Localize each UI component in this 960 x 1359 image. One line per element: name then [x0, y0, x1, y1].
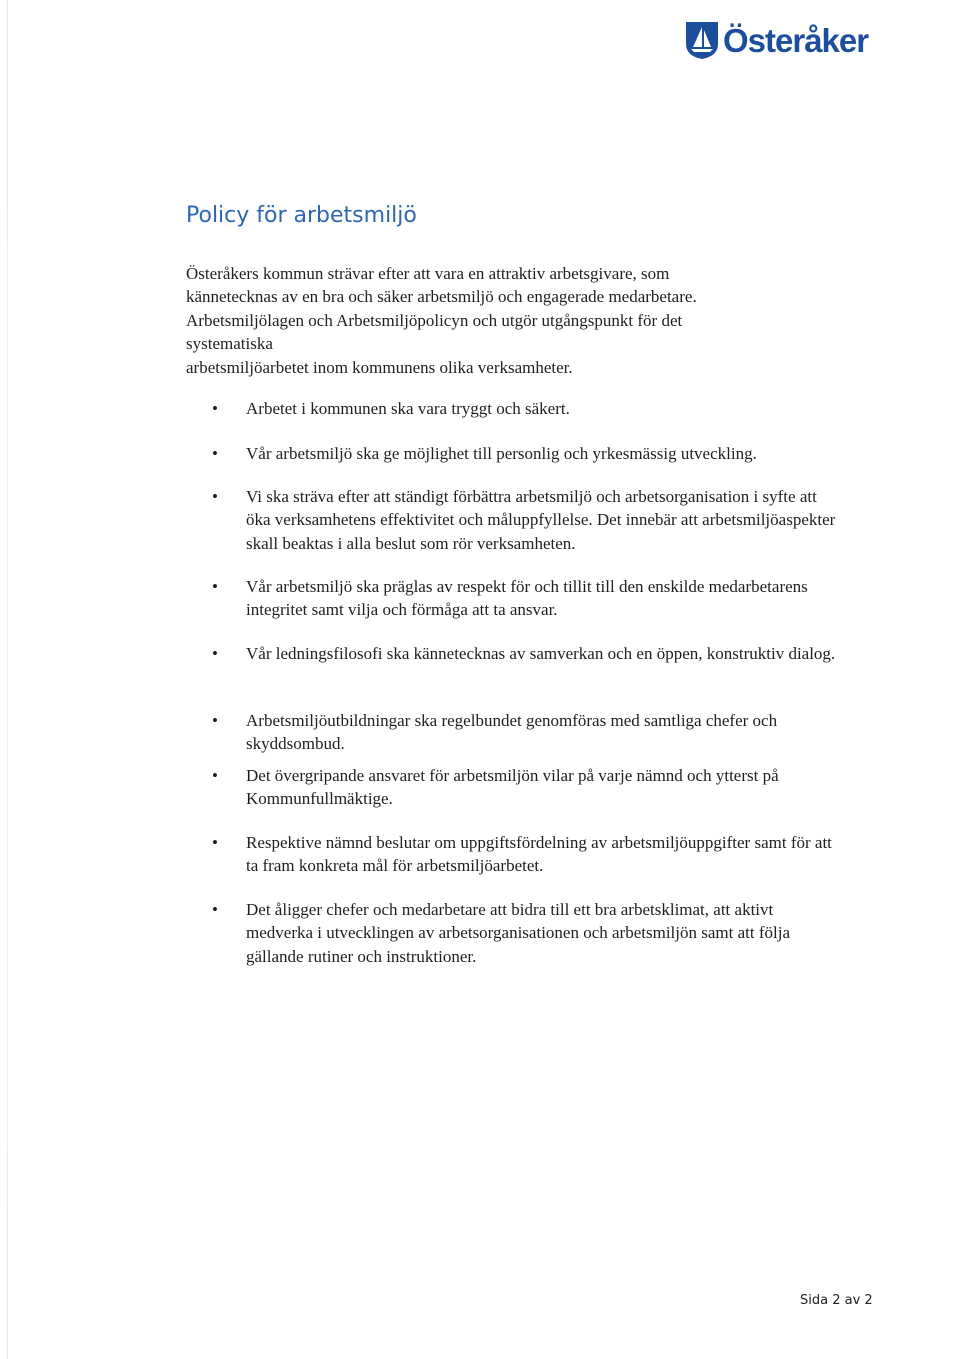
bullet-text: Det åligger chefer och medarbetare att bidra till ett bra arbetsklimat, att aktivt medverka i utvecklingen av arbetsorganisationen och arbetsmiljön samt att följa gällande rutiner och instruktioner. — [246, 900, 790, 966]
intro-line: kännetecknas av en bra och säker arbetsmiljö och engagerade medarbetare. — [186, 287, 697, 307]
bullet-marker: • — [212, 900, 218, 919]
bullet-text: Vår arbetsmiljö ska ge möjlighet till personlig och yrkesmässig utveckling. — [246, 444, 757, 463]
bullet-text: Arbetsmiljöutbildningar ska regelbundet genomföras med samtliga chefer och skyddsombud. — [246, 711, 778, 754]
bullet-marker: • — [212, 444, 218, 463]
intro-line: systematiska — [186, 334, 273, 354]
page-title: Policy för arbetsmiljö — [186, 203, 417, 228]
bullet-marker: • — [212, 644, 218, 663]
bullet-text: Vi ska sträva efter att ständigt förbättra arbetsmiljö och arbetsorganisation i syfte att öka verksamhetens effektivitet och måluppfyllelse. Det innebär att arbetsmiljöaspekter skall beaktas i alla beslut som rör verksamheten. — [246, 487, 836, 553]
scan-edge-line — [7, 0, 8, 1359]
bullet-marker: • — [212, 487, 218, 506]
intro-line: arbetsmiljöarbetet inom kommunens olika verksamheter. — [186, 357, 573, 377]
bullet-text: Det övergripande ansvaret för arbetsmiljön vilar på varje nämnd och ytterst på Kommunfullmäktige. — [246, 766, 779, 809]
bullet-text: Respektive nämnd beslutar om uppgiftsfördelning av arbetsmiljöuppgifter samt för att ta fram konkreta mål för arbetsmiljöarbetet. — [246, 833, 832, 876]
page-number: Sida 2 av 2 — [800, 1293, 873, 1308]
bullet-marker: • — [212, 766, 218, 785]
intro-paragraph — [186, 262, 806, 379]
bullet-marker: • — [212, 711, 218, 730]
bullet-marker: • — [212, 833, 218, 852]
bullet-text: Vår arbetsmiljö ska präglas av respekt för och tillit till den enskilde medarbetarens integritet samt vilja och förmåga att ta ansvar. — [246, 577, 808, 620]
municipality-logo — [684, 19, 868, 61]
intro-line: Arbetsmiljölagen och Arbetsmiljöpolicyn och utgör utgångspunkt för det — [186, 310, 683, 330]
bullet-text: Vår ledningsfilosofi ska kännetecknas av samverkan och en öppen, konstruktiv dialog. — [246, 644, 836, 663]
bullet-marker: • — [212, 577, 218, 596]
logo-wordmark: Österåker — [723, 21, 869, 59]
intro-line: Österåkers kommun strävar efter att vara en attraktiv arbetsgivare, som — [186, 264, 670, 283]
bullet-marker: • — [212, 399, 218, 418]
shield-sailboat-icon — [684, 20, 720, 60]
bullet-text: Arbetet i kommunen ska vara tryggt och säkert. — [246, 399, 570, 418]
